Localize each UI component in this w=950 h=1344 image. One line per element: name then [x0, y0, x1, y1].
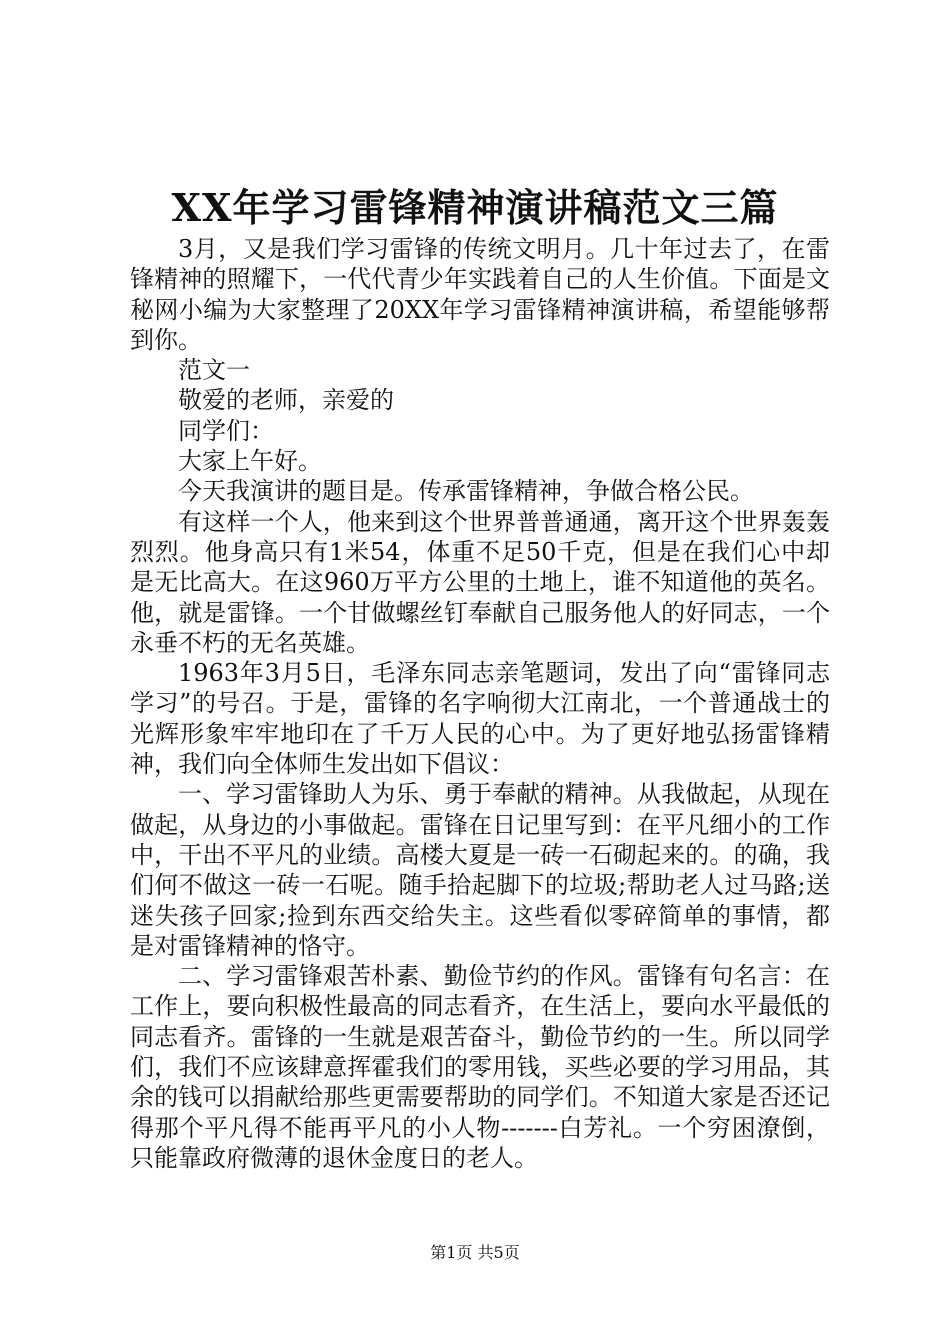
paragraph: 3月，又是我们学习雷锋的传统文明月。几十年过去了，在雷锋精神的照耀下，一代代青少年实践着自己的人生价值。下面是文秘网小编为大家整理了20XX年学习雷锋精神演讲稿，希望能够帮到你。 [130, 235, 830, 354]
document-title: XX年学习雷锋精神演讲稿范文三篇 [171, 185, 779, 230]
paragraph: 有这样一个人，他来到这个世界普普通通，离开这个世界轰轰烈烈。他身高只有1米54，体重不足50千克，但是在我们心中却是无比高大。在这960万平方公里的土地上，谁不知道他的英名。他，就是雷锋。一个甘做螺丝钉奉献自己服务他人的好同志，一个永垂不朽的无名英雄。 [130, 507, 830, 657]
paragraph: 今天我演讲的题目是。传承雷锋精神，争做合格公民。 [178, 477, 754, 506]
page-number-footer: 第1页 共5页 [430, 1243, 520, 1262]
document-body [130, 234, 830, 1173]
paragraph: 范文一 [178, 356, 250, 385]
paragraph: 一、学习雷锋助人为乐、勇于奉献的精神。从我做起，从现在做起，从身边的小事做起。雷锋在日记里写到：在平凡细小的工作中，干出不平凡的业绩。高楼大夏是一砖一石砌起来的。的确，我们何不做这一砖一石呢。随手拾起脚下的垃圾;帮助老人过马路;送迷失孩子回家;捡到东西交给失主。这些看似零碎简单的事情，都是对雷锋精神的恪守。 [130, 780, 830, 960]
paragraph: 大家上午好。 [178, 447, 322, 476]
paragraph: 二、学习雷锋艰苦朴素、勤俭节约的作风。雷锋有句名言：在工作上，要向积极性最高的同志看齐，在生活上，要向水平最低的同志看齐。雷锋的一生就是艰苦奋斗，勤俭节约的一生。所以同学们，我们不应该肆意挥霍我们的零用钱，买些必要的学习用品，其余的钱可以捐献给那些更需要帮助的同学们。不知道大家是否还记得那个平凡得不能再平凡的小人物-------白芳礼。一个穷困潦倒，只能靠政府微薄的退休金度日的老人。 [130, 962, 830, 1172]
paragraph: 敬爱的老师，亲爱的 [178, 386, 394, 415]
paragraph: 同学们： [178, 416, 274, 445]
paragraph: 1963年3月5日，毛泽东同志亲笔题词，发出了向“雷锋同志学习”的号召。于是，雷锋的名字响彻大江南北，一个普通战士的光辉形象牢牢地印在了千万人民的心中。为了更好地弘扬雷锋精神，我们向全体师生发出如下倡议： [130, 659, 830, 779]
